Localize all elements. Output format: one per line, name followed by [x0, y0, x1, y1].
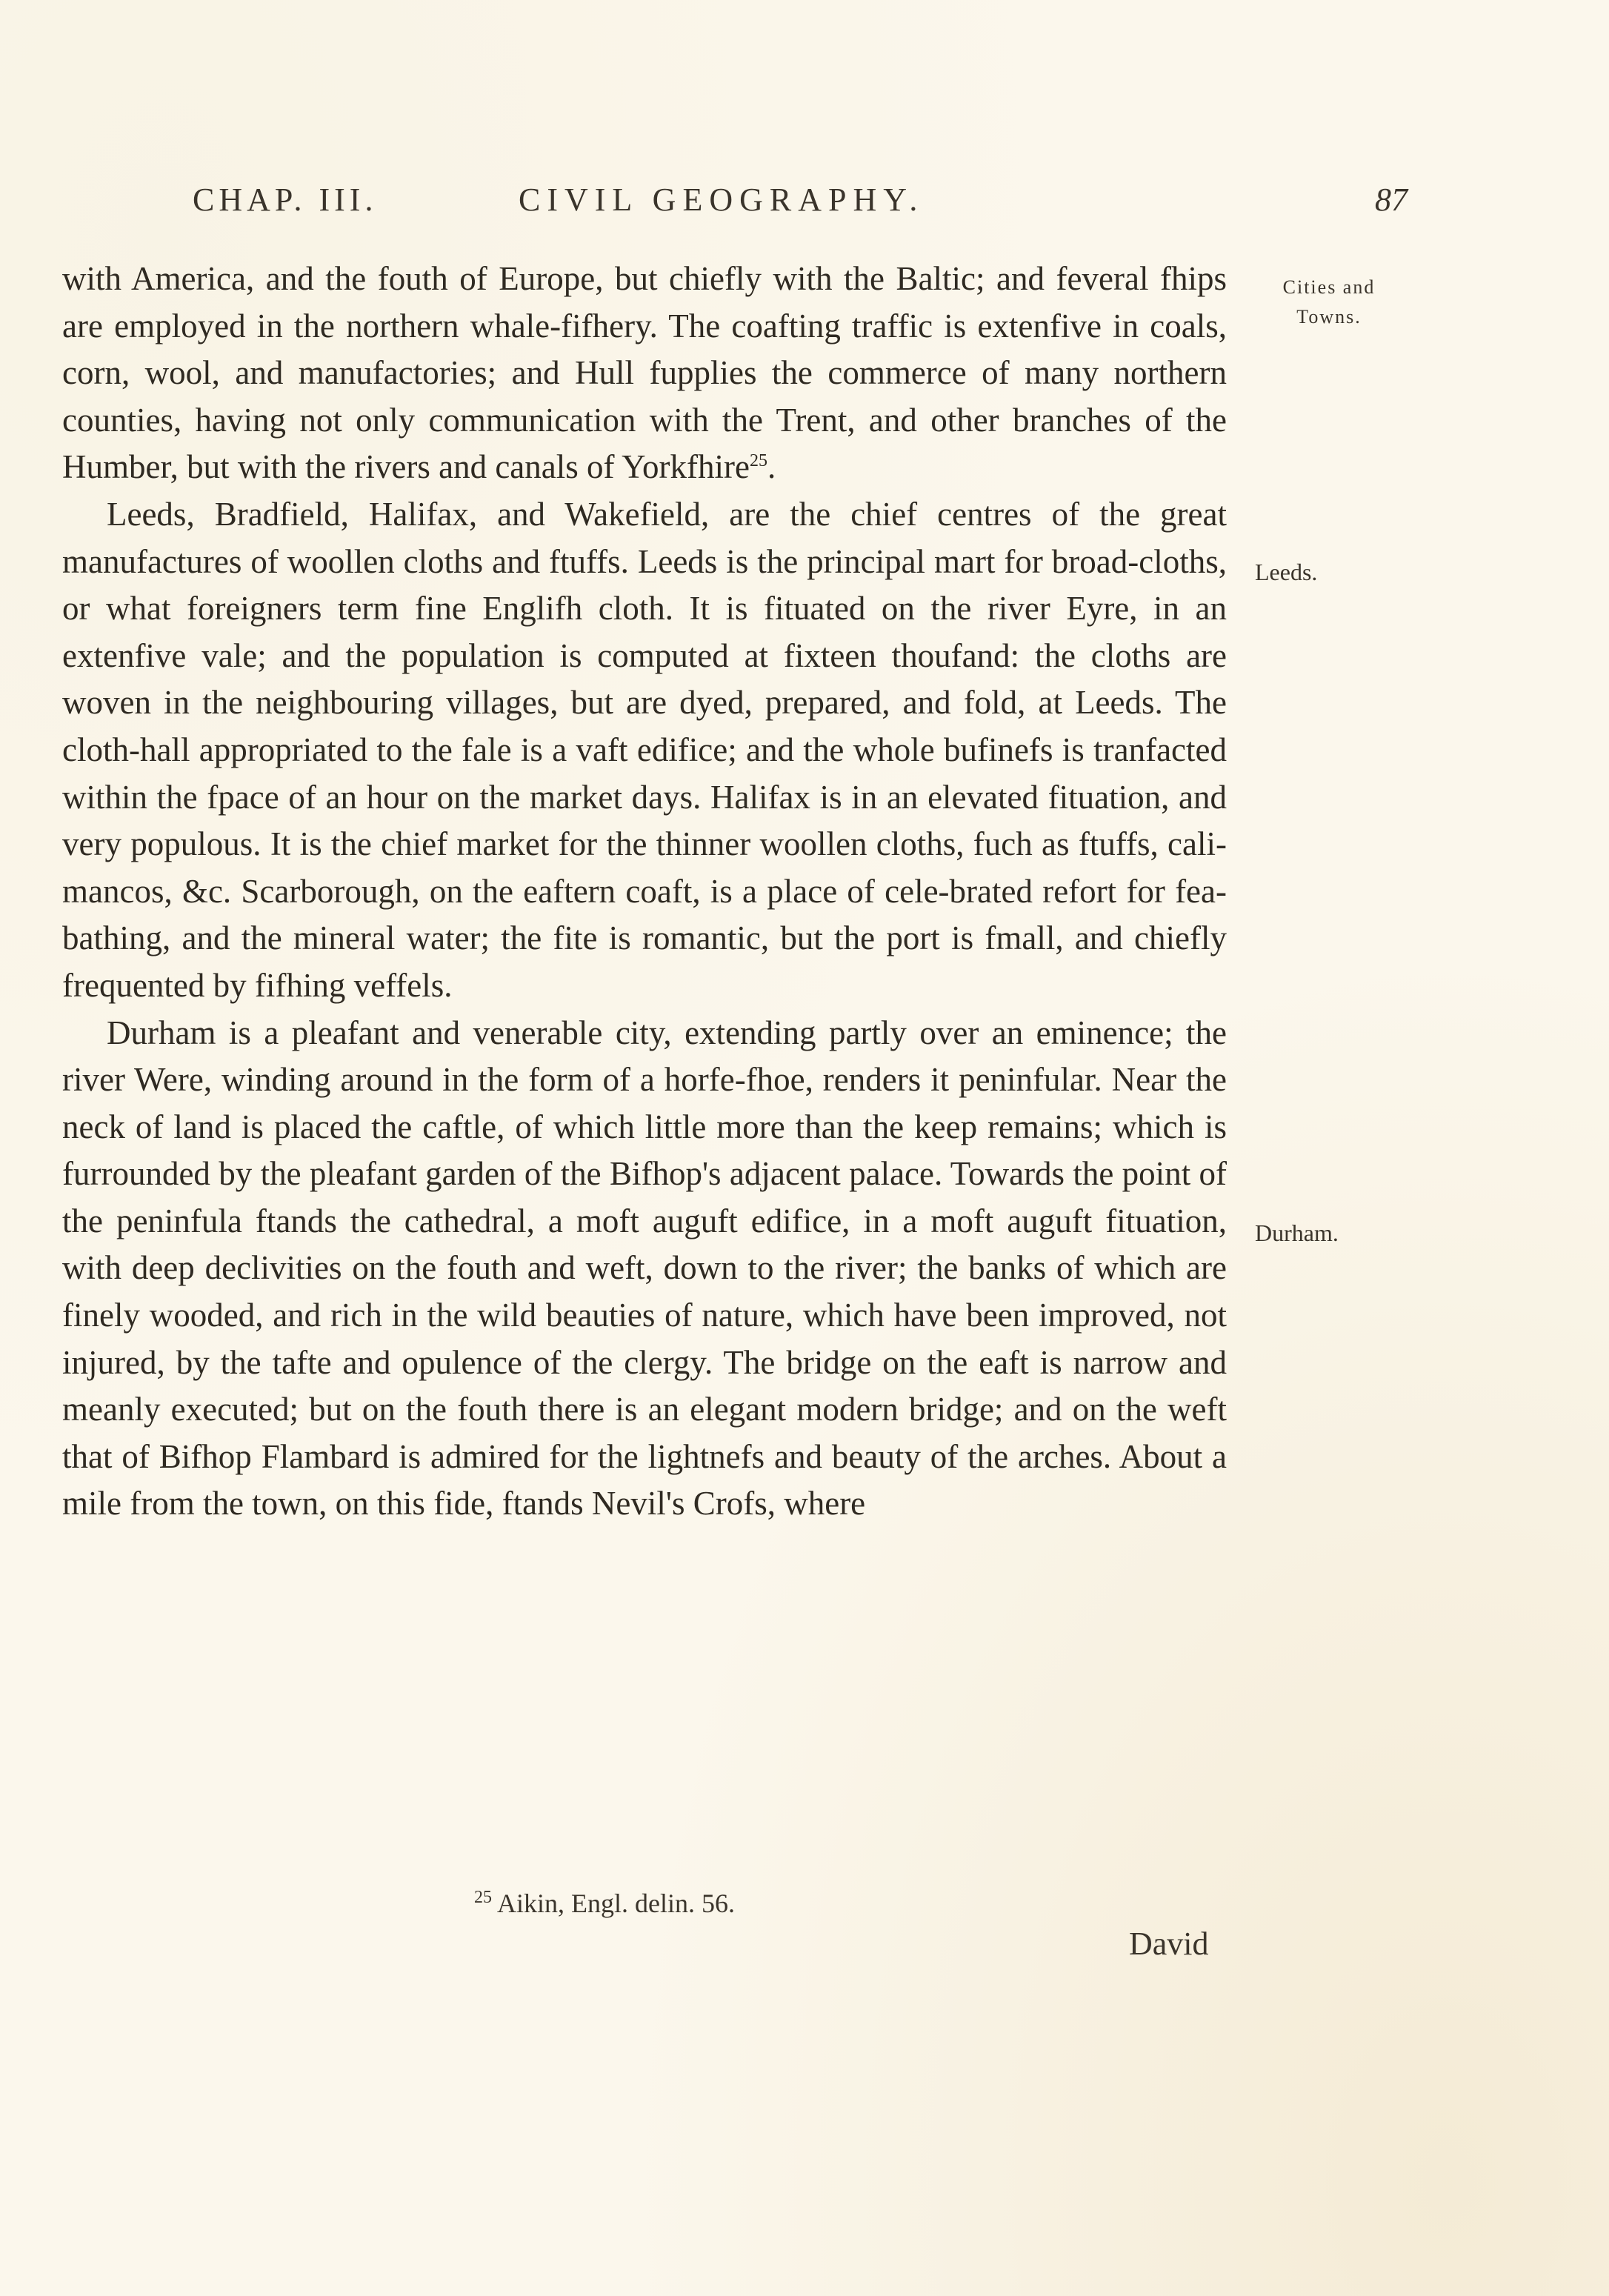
footnote: [474, 1888, 735, 1919]
footnote-text: Aikin, Engl. delin. 56.: [497, 1889, 735, 1918]
paragraph-durham: Durham is a pleafant and venerable city, extending partly over an eminence; the river Were, winding around in the form of a horfe-fhoe, renders it peninfular. Near the neck of land is placed the caftle, of which little more than the keep remains; which is furrounded by the pleafant garden of the Bifhop's adjacent palace. Towards the point of the peninfula ftands the cathedral, a moft auguft edifice, in a moft auguft fituation, with deep declivities on the fouth and weft, down to the river; the banks of which are finely wooded, and rich in the wild beauties of nature, which have been improved, not injured, by the tafte and opulence of the clergy. The bridge on the eaft is narrow and meanly executed; but on the fouth there is an elegant modern bridge; and on the weft that of Bifhop Flambard is admired for the lightnefs and beauty of the arches. About a mile from the town, on this fide, ftands Nevil's Crofs, where: [62, 1014, 1227, 1523]
section-title: CIVIL GEOGRAPHY.: [519, 182, 925, 218]
footnote-reference: 25: [750, 451, 767, 471]
paragraph-hull-end: .: [767, 448, 776, 486]
catchword: David: [1129, 1926, 1209, 1962]
footnote-number: 25: [474, 1888, 492, 1907]
margin-note-cities-and-towns: Cities and Towns.: [1282, 276, 1376, 327]
margin-note-durham: Durham.: [1255, 1219, 1339, 1246]
margin-note-leeds: Leeds.: [1255, 559, 1318, 585]
body-text: [62, 256, 1227, 1528]
paragraph-hull-text: with America, and the fouth of Europe, but chiefly with the Baltic; and feveral fhips are employed in the northern whale-fifhery. The coafting traffic is extenfive in coals, corn, wool, and manufactories; and Hull fupplies the commerce of many northern counties, having not only communication with the Trent, and other branches of the Humber, but with the rivers and canals of Yorkfhire: [62, 260, 1227, 486]
chapter-label: CHAP. III.: [193, 182, 378, 218]
paragraph-leeds: Leeds, Bradfield, Halifax, and Wakefield, are the chief centres of the great manufactures of woollen cloths and ftuffs. Leeds is the principal mart for broad-cloths, or what foreigners term fine Englifh cloth. It is fituated on the river Eyre, in an extenfive vale; and the population is computed at fixteen thoufand: the cloths are woven in the neighbouring villages, but are dyed, prepared, and fold, at Leeds. The cloth-hall appropriated to the fale is a vaft edifice; and the whole bufinefs is tranfacted within the fpace of an hour on the market days. Halifax is in an elevated fituation, and very populous. It is the chief market for the thinner woollen cloths, fuch as ftuffs, cali-mancos, &c. Scarborough, on the eaftern coaft, is a place of cele-brated refort for fea-bathing, and the mineral water; the fite is romantic, but the port is fmall, and chiefly frequented by fifhing veffels.: [62, 495, 1227, 1004]
running-head: [193, 181, 1408, 225]
paragraph-hull: [62, 256, 1227, 491]
page-number: 87: [1375, 182, 1408, 218]
